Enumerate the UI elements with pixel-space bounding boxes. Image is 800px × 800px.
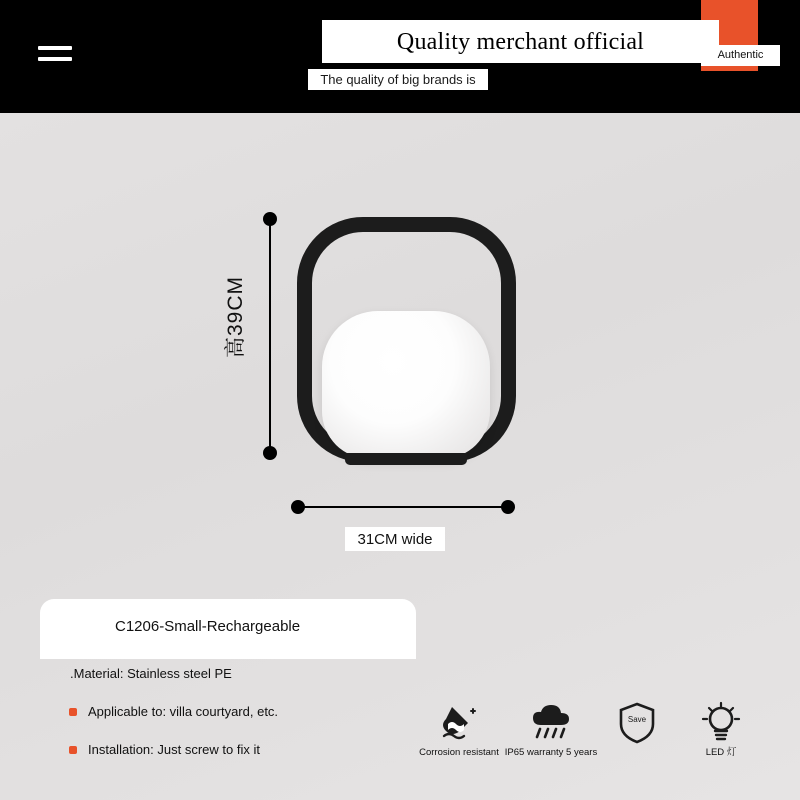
height-dimension-line (263, 212, 277, 460)
spec-row-material (62, 666, 422, 704)
hamburger-menu-icon[interactable] (38, 45, 72, 63)
width-dimension-bar (298, 506, 508, 508)
feature-icon-row (405, 699, 775, 781)
lamp-globe (322, 311, 490, 459)
banner-subtitle: The quality of big brands is (320, 72, 476, 87)
spec-text-installation: Installation: Just screw to fix it (88, 742, 260, 757)
feature-caption-led: LED 灯 (705, 747, 737, 758)
led-bulb-icon (667, 699, 775, 747)
width-dimension-dot-right (501, 500, 515, 514)
shield-save-label: Save (627, 715, 647, 724)
height-dimension-bar (269, 219, 271, 453)
bullet-icon (69, 708, 77, 716)
bullet-icon (69, 746, 77, 754)
model-name: C1206-Small-Rechargeable (115, 618, 301, 635)
spec-text-applicable: Applicable to: villa courtyard, etc. (88, 704, 279, 719)
feature-led (667, 699, 775, 759)
spec-list (62, 666, 422, 780)
lamp-base (345, 453, 467, 465)
top-banner (0, 0, 800, 113)
authentic-badge-text: Authentic (717, 49, 764, 61)
banner-title: Quality merchant official (396, 29, 645, 55)
height-label: 高39CM (224, 276, 247, 359)
spec-text-material: .Material: Stainless steel PE (70, 666, 232, 681)
product-stage (0, 113, 800, 800)
width-label: 31CM wide (357, 531, 433, 548)
feature-caption-ip65: IP65 warranty 5 years (504, 747, 598, 758)
lamp-image (297, 217, 516, 472)
width-dimension-line (291, 500, 515, 514)
height-dimension-dot-bottom (263, 446, 277, 460)
hamburger-bar-top (38, 46, 72, 50)
spec-row-installation (62, 742, 422, 780)
feature-caption-corrosion: Corrosion resistant (419, 747, 499, 758)
spec-row-applicable (62, 704, 422, 742)
hamburger-bar-bottom (38, 57, 72, 61)
